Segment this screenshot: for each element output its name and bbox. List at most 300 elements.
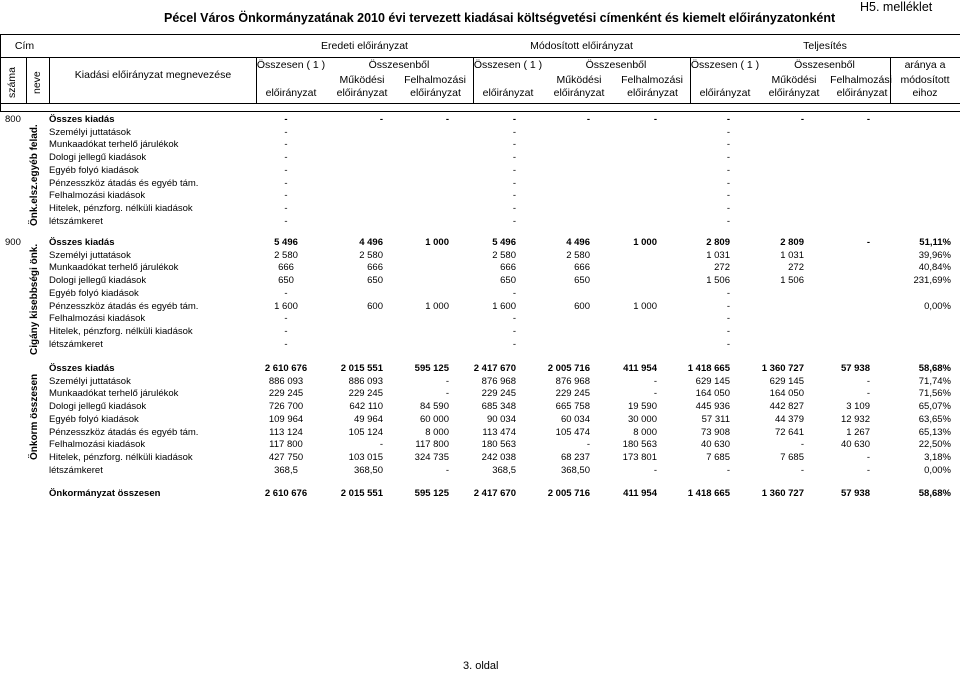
header-osszesenbol: Összesenből (794, 59, 855, 71)
header-eloiranyzat: előirányzat (836, 87, 888, 99)
row-spacer (0, 376, 49, 389)
row-value (590, 190, 657, 203)
row-value (804, 165, 870, 178)
row-value: 629 145 (769, 375, 804, 387)
section-name: Önkorm összesen (29, 373, 40, 460)
header-mukodesi: Működési (339, 74, 385, 86)
row-value: - (512, 313, 516, 325)
row-value: 2 015 551 (340, 488, 383, 499)
row-percent: 65,07% (918, 401, 951, 413)
row-percent (870, 326, 951, 339)
header-osszesen: Összesen ( 1 ) (256, 59, 326, 71)
row-label: létszámkeret (49, 338, 103, 350)
row-label: létszámkeret (49, 215, 103, 227)
row-value: 666 (278, 262, 294, 274)
row-value: - (512, 139, 516, 151)
section-name: Cigány kisebbségi önk. (29, 243, 40, 355)
row-value: 117 800 (269, 439, 303, 451)
row-percent: 65,13% (918, 426, 951, 438)
row-value: 1 506 (706, 275, 730, 287)
table-row (0, 376, 951, 389)
row-label: Dologi jellegű kiadások (49, 152, 147, 164)
row-value: 12 932 (840, 413, 870, 425)
row-value (316, 190, 383, 203)
row-value: 164 050 (695, 388, 730, 400)
row-value: 629 145 (695, 375, 730, 387)
row-spacer (0, 216, 49, 229)
row-spacer (0, 262, 49, 275)
row-value (804, 313, 870, 326)
row-value: 685 348 (481, 401, 516, 413)
row-value: - (866, 237, 870, 248)
section-name: Önk.elsz.egyéb felad. (29, 124, 40, 226)
row-value: 324 735 (414, 451, 449, 463)
row-value: - (726, 313, 730, 325)
table-row (0, 388, 951, 401)
row-value: 105 124 (348, 426, 383, 438)
row-value: 44 379 (774, 413, 804, 425)
row-spacer (0, 250, 49, 263)
row-value: - (284, 190, 288, 202)
header-modositott: Módosított előirányzat (530, 40, 633, 52)
table-row (0, 363, 951, 376)
row-value: - (284, 177, 288, 189)
header-aranya: aránya a (904, 59, 946, 71)
row-value: 1 031 (780, 249, 804, 261)
row-value (516, 139, 590, 152)
row-value (516, 178, 590, 191)
row-label: Felhalmozási kiadások (49, 313, 146, 325)
row-value: - (726, 300, 730, 312)
row-value: - (512, 338, 516, 350)
row-spacer (0, 114, 49, 127)
row-value (590, 288, 657, 301)
row-value: 1 031 (706, 249, 730, 261)
row-percent: 0,00% (924, 300, 951, 312)
row-label: Munkaadókat terhelő járulékok (49, 139, 179, 151)
row-value: - (445, 375, 449, 387)
row-label: Hitelek, pénzforg. nélküli kiadások (49, 325, 193, 337)
row-value: - (726, 215, 730, 227)
row-value (316, 127, 383, 140)
row-value (804, 326, 870, 339)
row-spacer (0, 452, 49, 465)
row-spacer (0, 465, 49, 478)
row-value: - (726, 126, 730, 138)
row-value: 666 (367, 262, 383, 274)
row-value: 117 800 (415, 439, 449, 451)
row-value: - (726, 152, 730, 164)
row-value: - (284, 114, 288, 125)
row-value: 1 000 (633, 300, 657, 312)
row-value: - (379, 439, 383, 451)
row-value (383, 339, 449, 352)
row-value: - (445, 114, 449, 125)
row-value (383, 152, 449, 165)
row-value (804, 301, 870, 314)
header-felhalmozasi: Felhalmozási (404, 74, 466, 86)
row-value: 1 360 727 (761, 363, 804, 374)
row-value: 4 496 (566, 237, 590, 248)
row-value (804, 275, 870, 288)
row-value: 1 600 (274, 300, 298, 312)
row-value (804, 250, 870, 263)
row-value (316, 165, 383, 178)
row-value: 229 245 (268, 388, 304, 400)
row-value (590, 127, 657, 140)
table-row (0, 152, 951, 165)
row-value: 411 954 (623, 363, 657, 374)
row-value (383, 190, 449, 203)
table-row (0, 339, 951, 352)
row-value: 411 954 (623, 488, 657, 499)
row-percent: 0,00% (924, 464, 951, 476)
header-felhalmozasi: Felhalmozási (621, 74, 683, 86)
row-value (383, 216, 449, 229)
table-row (0, 488, 951, 501)
header-megnevezes: Kiadási előirányzat megnevezése (74, 69, 232, 81)
col-divider (26, 57, 27, 103)
row-spacer (0, 427, 49, 440)
header-cim: Cím (14, 40, 35, 52)
row-label: létszámkeret (49, 464, 103, 476)
row-value (730, 326, 804, 339)
row-value: 180 563 (622, 439, 657, 451)
row-value: 2 417 670 (473, 363, 516, 374)
row-value: 2 809 (780, 237, 804, 248)
row-percent: 63,65% (918, 413, 951, 425)
row-value: - (726, 325, 730, 337)
table-row (0, 465, 951, 478)
section-code: 800 (5, 114, 21, 125)
row-value: - (800, 464, 804, 476)
row-value: 2 809 (706, 237, 730, 248)
row-percent: 71,74% (918, 375, 951, 387)
header-eloiranyzat: előirányzat (553, 87, 605, 99)
row-value (804, 152, 870, 165)
row-value (730, 165, 804, 178)
row-value (316, 178, 383, 191)
row-value: - (512, 287, 516, 299)
row-value: 30 000 (627, 413, 657, 425)
row-value: - (284, 287, 288, 299)
row-value: 876 968 (481, 375, 516, 387)
row-value: 40 630 (840, 439, 870, 451)
row-value (590, 216, 657, 229)
row-value (516, 313, 590, 326)
row-value (316, 152, 383, 165)
row-percent: 51,11% (919, 237, 951, 248)
row-value: 164 050 (769, 388, 804, 400)
row-value: 73 908 (700, 426, 730, 438)
row-percent: 71,56% (918, 388, 951, 400)
header-eloiranyzat: előirányzat (627, 87, 678, 99)
row-value (316, 339, 383, 352)
row-spacer (0, 275, 49, 288)
row-value (590, 250, 657, 263)
row-value (316, 203, 383, 216)
row-value (316, 288, 383, 301)
table-row (0, 427, 951, 440)
row-percent: 231,69% (913, 275, 951, 287)
row-percent: 39,96% (918, 249, 951, 261)
row-value (804, 339, 870, 352)
row-value (383, 275, 449, 288)
row-percent (870, 203, 951, 216)
row-label: Dologi jellegű kiadások (49, 275, 147, 287)
row-value: 1 418 665 (687, 363, 730, 374)
row-value (383, 326, 449, 339)
row-value: - (284, 126, 288, 138)
grand-total-table (0, 488, 951, 501)
row-value (804, 190, 870, 203)
row-value (383, 288, 449, 301)
row-label: Személyi juttatások (49, 375, 131, 387)
row-value: - (866, 114, 870, 125)
row-value: - (284, 325, 288, 337)
row-value (383, 262, 449, 275)
row-value: 1 000 (425, 237, 449, 248)
row-label: Munkaadókat terhelő járulékok (49, 262, 179, 274)
row-spacer (0, 139, 49, 152)
row-value: - (726, 464, 730, 476)
row-value: 600 (367, 300, 383, 312)
row-value: 666 (500, 262, 516, 274)
annex-label: H5. melléklet (860, 0, 933, 14)
row-value: 57 938 (840, 488, 870, 499)
row-value: - (284, 313, 288, 325)
row-value: - (586, 439, 590, 451)
row-value (590, 262, 657, 275)
row-value: 600 (574, 300, 590, 312)
table-row (0, 414, 951, 427)
row-value: - (284, 338, 288, 350)
row-spacer (0, 339, 49, 352)
row-value: 1 000 (633, 237, 657, 248)
row-spacer (0, 313, 49, 326)
row-label: Munkaadókat terhelő járulékok (49, 388, 179, 400)
section-table-800 (0, 114, 951, 228)
row-label: Önkormányzat összesen (49, 488, 161, 499)
table-row (0, 301, 951, 314)
row-value: - (512, 215, 516, 227)
row-value (516, 326, 590, 339)
row-value: 40 630 (700, 439, 730, 451)
row-value (516, 339, 590, 352)
row-value: 49 964 (353, 413, 383, 425)
table-row (0, 203, 951, 216)
header-eloiranyzat: előirányzat (265, 87, 317, 99)
row-value: - (445, 464, 449, 476)
row-value: 368,5 (274, 464, 298, 476)
row-value: - (284, 164, 288, 176)
header-teljesites: Teljesítés (803, 40, 847, 52)
header-eloiranyzat: előirányzat (336, 87, 388, 99)
row-value (516, 288, 590, 301)
table-row (0, 178, 951, 191)
row-value (804, 262, 870, 275)
section-code: 900 (5, 237, 21, 248)
row-value: - (726, 139, 730, 151)
row-value: 2 580 (274, 249, 298, 261)
header-eloiranyzat: előirányzat (410, 87, 461, 99)
row-value: 2 580 (492, 249, 516, 261)
row-spacer (0, 288, 49, 301)
row-value (383, 165, 449, 178)
row-label: Összes kiadás (49, 114, 115, 125)
table-row (0, 313, 951, 326)
row-value (730, 127, 804, 140)
header-eloiranyzat: előirányzat (482, 87, 534, 99)
row-value (383, 313, 449, 326)
row-value: 105 474 (555, 426, 590, 438)
row-value: 427 750 (268, 451, 304, 463)
row-value: - (512, 202, 516, 214)
row-spacer (0, 488, 49, 501)
row-label: Pénzesszköz átadás és egyéb tám. (49, 300, 199, 312)
row-value (804, 139, 870, 152)
row-value: - (800, 439, 804, 451)
row-value: 2 015 551 (340, 363, 383, 374)
row-value: 2 610 676 (264, 363, 308, 374)
row-value (730, 313, 804, 326)
row-value: 1 600 (492, 300, 516, 312)
table-row (0, 262, 951, 275)
row-value: - (866, 388, 870, 400)
row-value: 72 641 (774, 426, 804, 438)
header-osszesen: Összesen ( 1 ) (473, 59, 543, 71)
row-value: - (800, 114, 804, 125)
table-row (0, 452, 951, 465)
row-value: 368,50 (353, 464, 383, 476)
table-row (0, 114, 951, 127)
row-value: - (512, 177, 516, 189)
header-eloiranyzat: előirányzat (699, 87, 751, 99)
row-value: 60 000 (419, 413, 449, 425)
row-value: - (653, 114, 657, 125)
row-label: Összes kiadás (49, 237, 115, 248)
row-spacer (0, 237, 49, 250)
row-value (590, 339, 657, 352)
row-value: - (726, 177, 730, 189)
row-value: 68 237 (560, 451, 590, 463)
row-percent (870, 165, 951, 178)
row-value: 886 093 (348, 375, 383, 387)
row-value: - (726, 202, 730, 214)
row-label: Felhalmozási kiadások (49, 190, 146, 202)
row-value: 2 580 (359, 249, 383, 261)
header-neve: neve (31, 71, 43, 94)
row-value: 2 610 676 (264, 488, 308, 499)
row-value: 886 093 (268, 375, 304, 387)
row-value (804, 203, 870, 216)
row-label: Személyi juttatások (49, 249, 131, 261)
row-label: Egyéb folyó kiadások (49, 164, 139, 176)
row-spacer (0, 178, 49, 191)
row-value (804, 178, 870, 191)
header-osszesenbol: Összesenből (368, 59, 430, 71)
row-value (730, 339, 804, 352)
row-percent (870, 190, 951, 203)
table-row (0, 439, 951, 452)
row-value: 19 590 (627, 401, 657, 413)
row-spacer (0, 190, 49, 203)
section-table-total (0, 363, 951, 477)
table-row (0, 190, 951, 203)
row-value: - (726, 164, 730, 176)
row-value (316, 326, 383, 339)
row-value: - (512, 114, 516, 125)
row-label: Pénzesszköz átadás és egyéb tám. (49, 426, 199, 438)
row-percent (870, 178, 951, 191)
row-value (316, 313, 383, 326)
row-spacer (0, 165, 49, 178)
row-value: 229 245 (555, 388, 590, 400)
row-label: Dologi jellegű kiadások (49, 401, 147, 413)
row-percent: 3,18% (924, 451, 951, 463)
document-title: Pécel Város Önkormányzatának 2010 évi tervezett kiadásai költségvetési címenként és kiemelt előirányzatonként (164, 11, 836, 25)
row-value (730, 152, 804, 165)
row-value: 2 580 (566, 249, 590, 261)
row-value: - (445, 388, 449, 400)
row-value: - (866, 464, 870, 476)
table-row (0, 165, 951, 178)
header-bottom-rule (0, 103, 960, 104)
header-mid-rule (0, 57, 960, 58)
row-value: 272 (788, 262, 804, 274)
row-value: - (653, 375, 657, 387)
row-value: 8 000 (425, 426, 449, 438)
row-value (383, 203, 449, 216)
row-value: 650 (278, 275, 294, 287)
row-value: 3 109 (846, 401, 870, 413)
row-value: - (512, 152, 516, 164)
row-value: 180 563 (481, 439, 516, 451)
row-spacer (0, 414, 49, 427)
row-value: 642 110 (349, 401, 383, 413)
row-value: 2 005 716 (547, 363, 590, 374)
row-percent (870, 139, 951, 152)
row-value: 650 (500, 275, 516, 287)
row-value: 368,5 (492, 464, 516, 476)
header-eihoz: eihoz (912, 87, 938, 99)
row-spacer (0, 388, 49, 401)
row-value (804, 216, 870, 229)
row-value: - (726, 338, 730, 350)
row-value: 84 590 (419, 401, 449, 413)
table-row (0, 139, 951, 152)
row-value (316, 216, 383, 229)
row-value (516, 216, 590, 229)
row-value: 1 418 665 (687, 488, 730, 499)
row-label: Felhalmozási kiadások (49, 439, 146, 451)
row-spacer (0, 363, 49, 376)
row-percent (870, 114, 951, 127)
row-percent: 22,50% (918, 439, 951, 451)
row-percent (870, 313, 951, 326)
row-value: 103 015 (348, 451, 383, 463)
section-table-900 (0, 237, 951, 351)
row-value (516, 127, 590, 140)
row-value (730, 190, 804, 203)
row-value: 876 968 (555, 375, 590, 387)
row-spacer (0, 203, 49, 216)
row-value (590, 275, 657, 288)
row-percent: 58,68% (918, 488, 951, 499)
row-value: 7 685 (780, 451, 804, 463)
row-value: 368,50 (560, 464, 590, 476)
row-label: Személyi juttatások (49, 126, 131, 138)
